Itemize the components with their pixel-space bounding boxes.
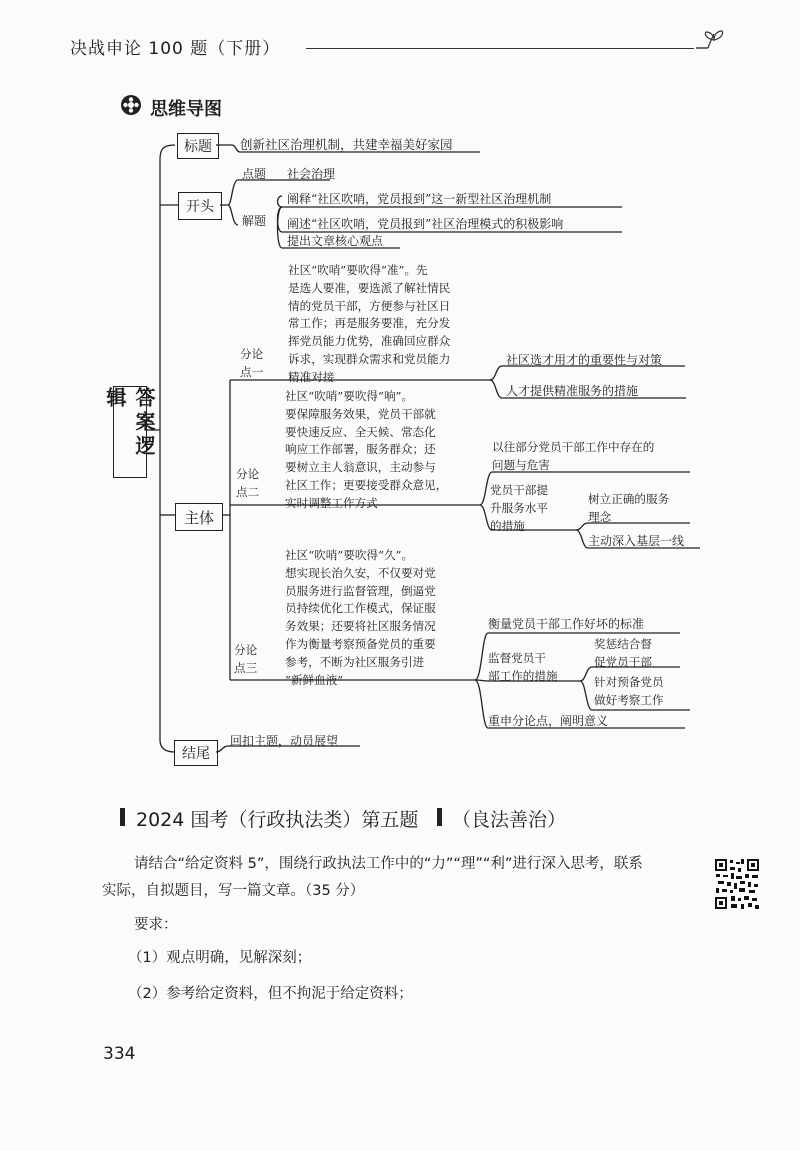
book-title: 决战申论 100 题（下册） [70,39,281,59]
explain-item-2: 阐述“社区吹哨，党员报到”社区治理模式的积极影响 [287,217,564,231]
point-2-branch-title: 以往部分党员干部工作中存在的 问题与危害 [492,440,655,472]
qr-code-icon [714,858,760,910]
title-node: 标题 [177,133,219,159]
point-3-text: 社区“吹哨”要吹得“久”。 想实现长治久安，不仅要对党 员服务进行监督管理，倒逼党 员持续优化工作模式，保证服 务效果；还要将社区服务情况 作为衡量考察预备党员的重要 参考，不断为社区服务引进 “新鲜血液” [285,548,436,687]
point-1-label: 分论 点一 [240,347,264,379]
opening-node: 开头 [178,192,222,220]
root-node: 答案逻辑 [113,386,147,478]
point-2-sub-label: 党员干部提 升服务水平 的措施 [490,483,548,533]
point-1-branch-2: 人才提供精准服务的措施 [506,384,639,398]
point-1-text: 社区“吹哨”要吹得“准”。先 是选人要准，要选派了解社情民 情的党员干部，方便参与社区日 常工作；再是服务要准，充分发 挥党员能力优势，准确回应群众 诉求，实现群众需求和党员能力 精准对接 [288,263,451,384]
question-heading: 2024 国考（行政执法类）第五题 [136,809,419,831]
point-1-branch-1: 社区选才用才的重要性与对策 [506,353,663,367]
point-2-text: 社区“吹哨”要吹得“响”。 要保障服务效果，党员干部就 要快速反应、全天候、常态化 响应工作部署，服务群众；还 要树立主人翁意识，主动参与 社区工作；更要接受群众意见， 实时调整工作方式 [285,389,448,510]
ending-text: 回扣主题，动员展望 [230,734,339,748]
point-3-sub-label: 监督党员干 部工作的措施 [488,651,558,683]
heading-bar-left [120,808,125,826]
point-3-label: 分论 点三 [234,643,258,675]
prompt-line-1: 请结合“给定资料 5”，围绕行政执法工作中的“力”“理”“利”进行深入思考，联系 [134,856,643,872]
point-3-sub-item-2: 针对预备党员 做好考察工作 [594,675,664,707]
mindmap-section-title: 思维导图 [150,99,222,120]
requirement-1: （1）观点明确，见解深刻； [128,950,312,966]
point-text: 社会治理 [287,167,336,181]
point-2-sub-item-1: 树立正确的服务 理念 [588,492,670,524]
requirements-title: 要求： [134,917,178,933]
question-tag: （良法善治） [452,809,567,831]
prompt-line-2: 实际，自拟题目，写一篇文章。（35 分） [102,883,365,899]
point-2-sub-item-2: 主动深入基层一线 [588,534,685,548]
heading-bar-right [437,808,442,826]
explain-label: 解题 [242,214,267,228]
title-node-text: 创新社区治理机制，共建幸福美好家园 [240,137,453,152]
requirement-2: （2）参考给定资料，但不拘泥于给定资料； [128,986,413,1002]
explain-item-1: 阐释“社区吹哨，党员报到”这一新型社区治理机制 [287,192,552,206]
page-number: 334 [103,1044,136,1064]
point-2-label: 分论 点二 [236,467,260,499]
point-3-branch-last: 重申分论点，阐明意义 [488,714,609,728]
point-label: 点题 [242,167,267,181]
body-node: 主体 [175,503,223,531]
point-3-sub-item-1: 奖惩结合督 促党员干部 [594,637,652,669]
thesis-text: 提出文章核心观点 [287,234,384,248]
ending-node: 结尾 [174,740,218,766]
point-3-branch-title: 衡量党员干部工作好坏的标准 [488,617,645,631]
